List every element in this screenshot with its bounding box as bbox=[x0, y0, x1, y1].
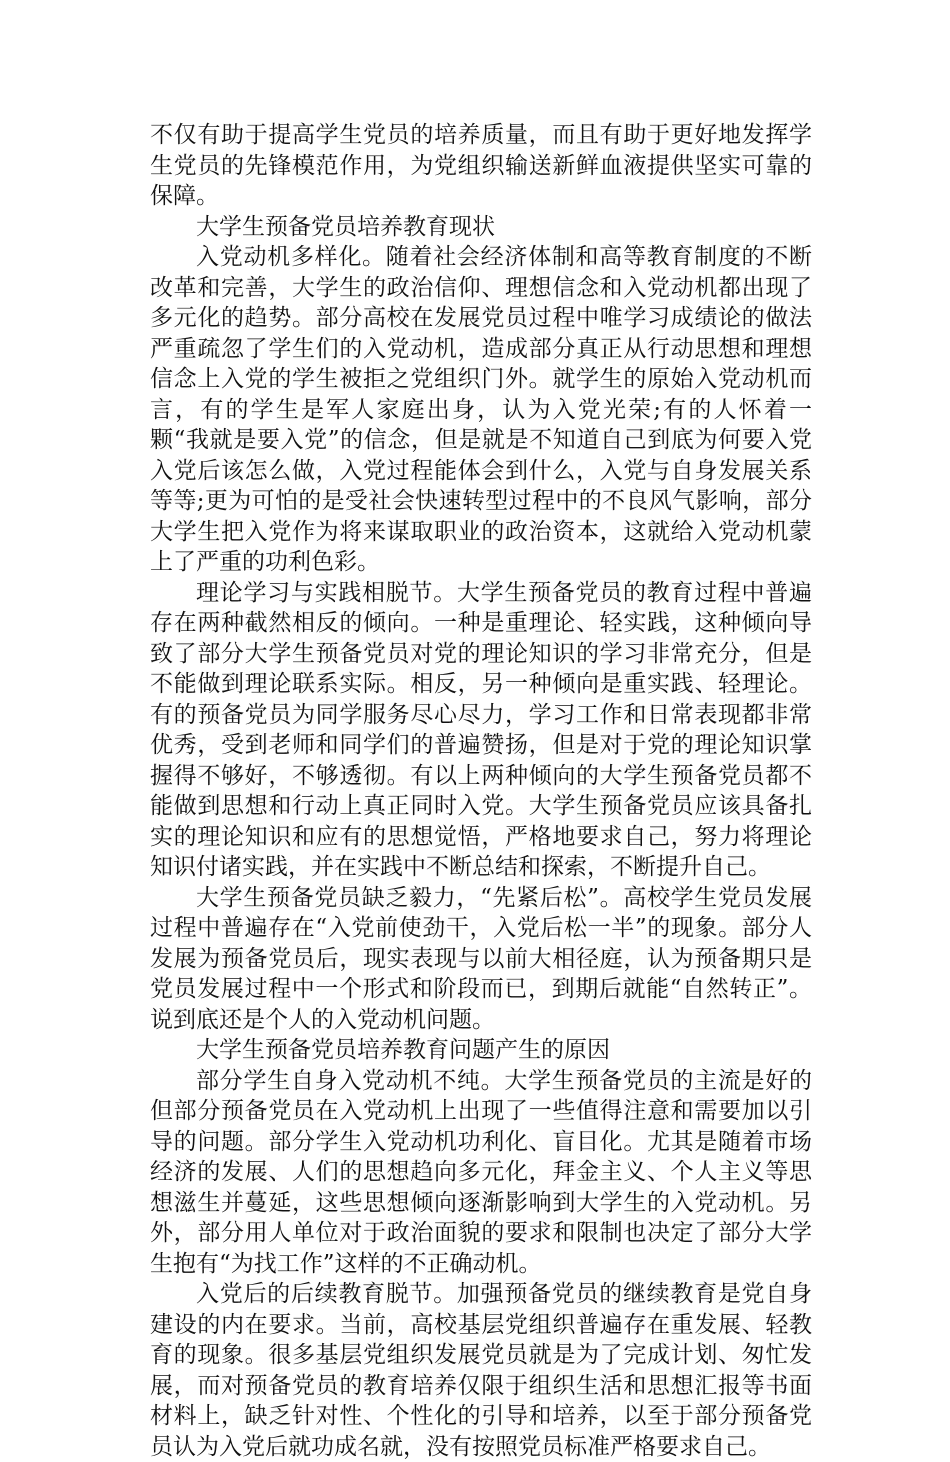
paragraph-lack-of-perseverance: 大学生预备党员缺乏毅力，“先紧后松”。高校学生党员发展过程中普遍存在“入党前使劲干，入党后松一半”的现象。部分人发展为预备党员后，现实表现与以前大相径庭，认为预备期只是党员发展过程中一个形式和阶段而已，到期后就能“自然转正”。说到底还是个人的入党动机问题。 bbox=[150, 884, 812, 1033]
paragraph-impure-motivation: 部分学生自身入党动机不纯。大学生预备党员的主流是好的但部分预备党员在入党动机上出现了一些值得注意和需要加以引导的问题。部分学生入党动机功利化、盲目化。尤其是随着市场经济的发展、人们的思想趋向多元化，拜金主义、个人主义等思想滋生并蔓延，这些思想倾向逐渐影响到大学生的入党动机。另外，部分用人单位对于政治面貌的要求和限制也决定了部分大学生抱有“为找工作”这样的不正确动机。 bbox=[150, 1067, 812, 1277]
paragraph-motivation-diversity: 入党动机多样化。随着社会经济体制和高等教育制度的不断改革和完善，大学生的政治信仰、理想信念和入党动机都出现了多元化的趋势。部分高校在发展党员过程中唯学习成绩论的做法严重疏忽了学生们的入党动机，造成部分真正从行动思想和理想信念上入党的学生被拒之党组织门外。就学生的原始入党动机而言，有的学生是军人家庭出身，认为入党光荣;有的人怀着一颗“我就是要入党”的信念，但是就是不知道自己到底为何要入党入党后该怎么做，入党过程能体会到什么，入党与自身发展关系等等;更为可怕的是受社会快速转型过程中的不良风气影响，部分大学生把入党作为将来谋取职业的政治资本，这就给入党动机蒙上了严重的功利色彩。 bbox=[150, 244, 812, 575]
section-heading-causes: 大学生预备党员培养教育问题产生的原因 bbox=[196, 1037, 610, 1063]
paragraph-follow-up-education: 入党后的后续教育脱节。加强预备党员的继续教育是党自身建设的内在要求。当前，高校基层党组织普遍存在重发展、轻教育的现象。很多基层党组织发展党员就是为了完成计划、匆忙发展，而对预备党员的教育培养仅限于组织生活和思想汇报等书面材料上，缺乏针对性、个性化的引导和培养，以至于部分预备党员认为入党后就功成名就，没有按照党员标准严格要求自己。 bbox=[150, 1281, 812, 1460]
paragraph-continuation: 不仅有助于提高学生党员的培养质量，而且有助于更好地发挥学生党员的先锋模范作用，为党组织输送新鲜血液提供坚实可靠的保障。 bbox=[150, 122, 812, 209]
paragraph-theory-practice-gap: 理论学习与实践相脱节。大学生预备党员的教育过程中普遍存在两种截然相反的倾向。一种是重理论、轻实践，这种倾向导致了部分大学生预备党员对党的理论知识的学习非常充分，但是不能做到理论联系实际。相反，另一种倾向是重实践、轻理论。有的预备党员为同学服务尽心尽力，学习工作和日常表现都非常优秀，受到老师和同学们的普遍赞扬，但是对于党的理论知识掌握得不够好，不够透彻。有以上两种倾向的大学生预备党员都不能做到思想和行动上真正同时入党。大学生预备党员应该具备扎实的理论知识和应有的思想觉悟，严格地要求自己，努力将理论知识付诸实践，并在实践中不断总结和探索，不断提升自己。 bbox=[150, 579, 812, 880]
section-heading-status: 大学生预备党员培养教育现状 bbox=[196, 213, 495, 240]
document-page bbox=[150, 120, 812, 1462]
